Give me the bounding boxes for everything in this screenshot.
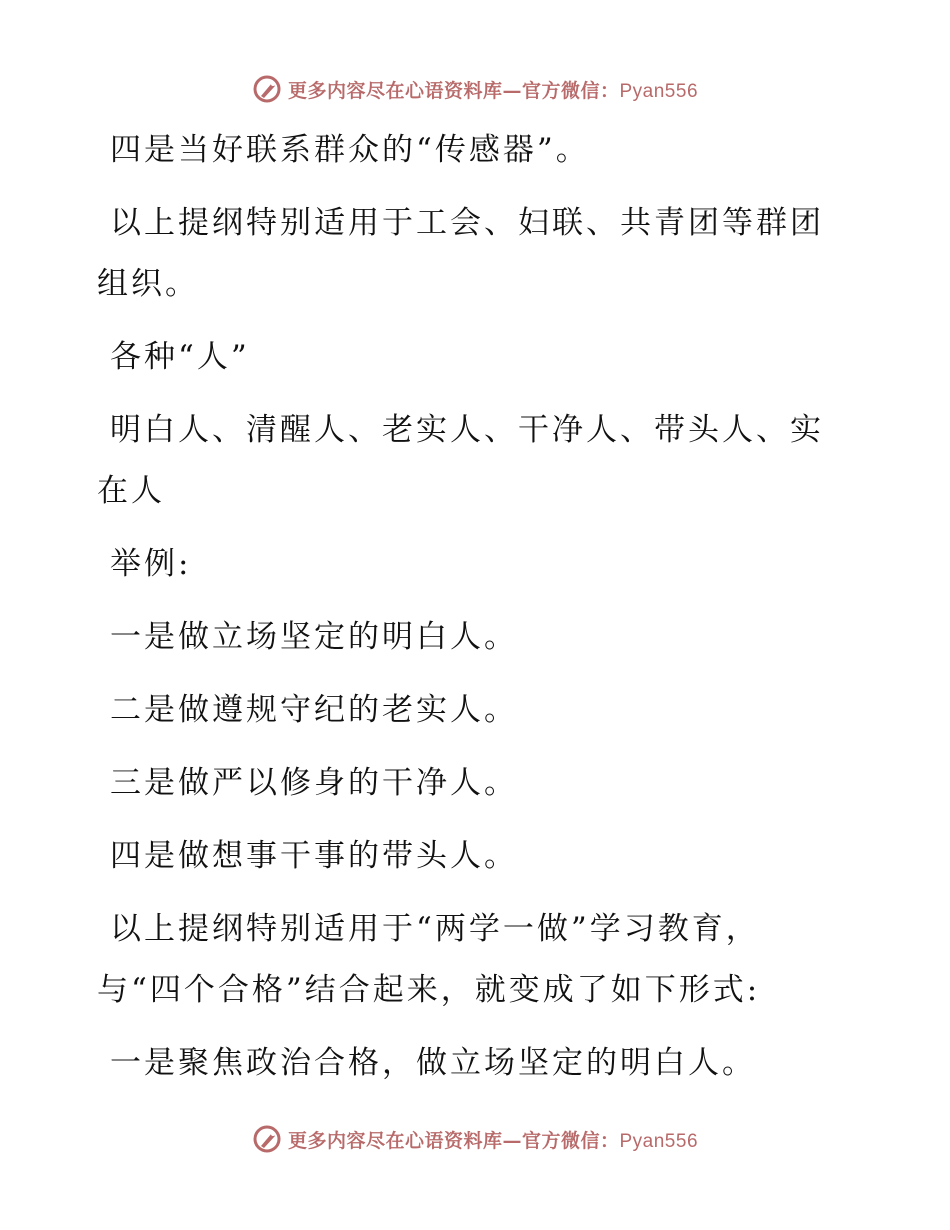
page-footer-banner (0, 1122, 950, 1156)
footer-banner-sub: 官方微信： (521, 1129, 620, 1152)
pen-nib-circle-icon (252, 1124, 282, 1154)
pen-nib-circle-icon (252, 74, 282, 104)
paragraph-3: 各种“人” (110, 339, 250, 375)
footer-banner-text (288, 1126, 698, 1153)
paragraph-11: 一是聚焦政治合格，做立场坚定的明白人。 (110, 1045, 756, 1081)
paragraph-5: 举例: (110, 546, 192, 582)
document-body (97, 120, 837, 1106)
paragraph-4: 明白人、清醒人、老实人、干净人、带头人、实在人 (97, 412, 824, 509)
paragraph-9: 四是做想事干事的带头人。 (110, 838, 518, 874)
footer-banner-id: Pyan556 (619, 1130, 699, 1152)
paragraph-2: 以上提纲特别适用于工会、妇联、共青团等群团组织。 (97, 205, 824, 302)
footer-banner-dash: — (502, 1129, 522, 1152)
header-banner-text (288, 76, 698, 103)
header-banner-main: 更多内容尽在心语资料库 (287, 79, 503, 102)
header-banner-sub: 官方微信： (521, 79, 620, 102)
paragraph-10: 以上提纲特别适用于“两学一做”学习教育，与“四个合格”结合起来，就变成了如下形式: (97, 911, 761, 1008)
footer-banner-main: 更多内容尽在心语资料库 (287, 1129, 503, 1152)
paragraph-6: 一是做立场坚定的明白人。 (110, 619, 518, 655)
header-banner-dash: — (502, 79, 522, 102)
paragraph-8: 三是做严以修身的干净人。 (110, 765, 518, 801)
page-header-banner (0, 72, 950, 106)
header-banner-id: Pyan556 (619, 80, 699, 102)
paragraph-7: 二是做遵规守纪的老实人。 (110, 692, 518, 728)
paragraph-1: 四是当好联系群众的“传感器”。 (110, 132, 590, 168)
